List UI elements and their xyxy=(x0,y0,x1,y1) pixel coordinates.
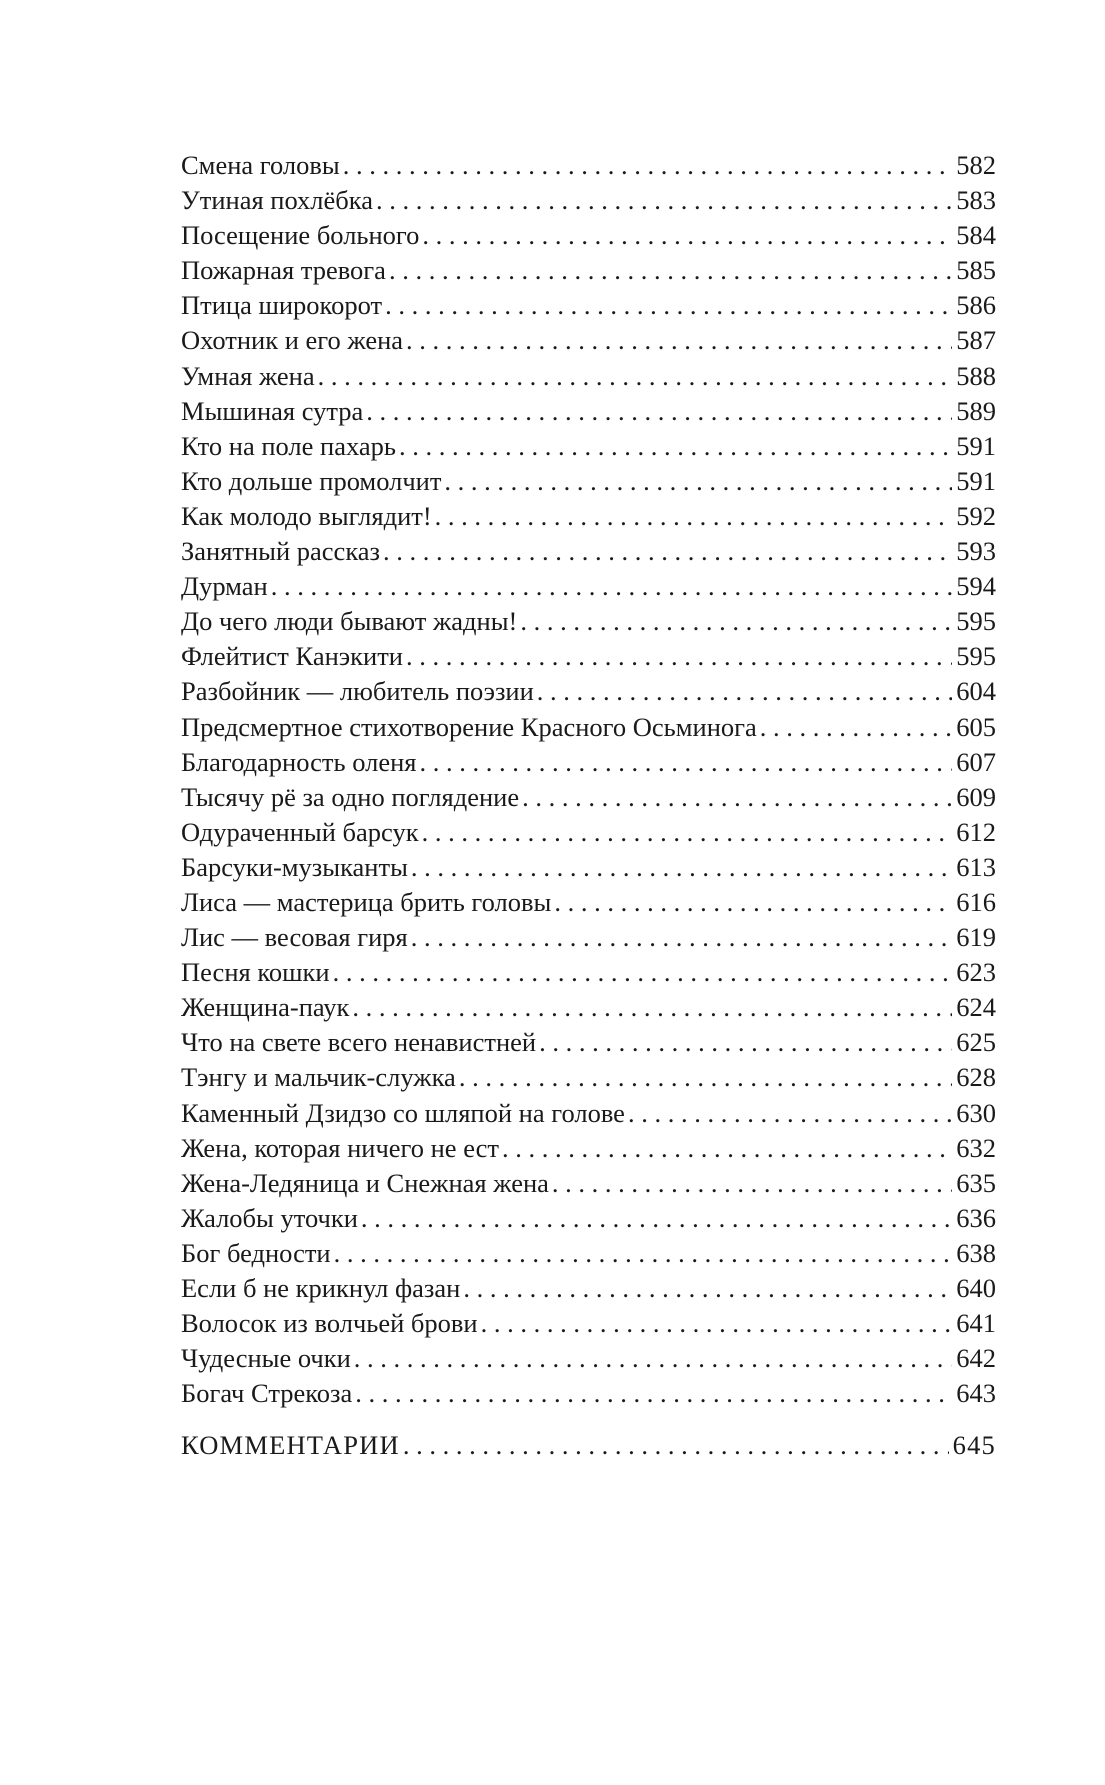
toc-entry[interactable] xyxy=(181,288,996,323)
toc-entry[interactable] xyxy=(181,1341,996,1376)
toc-entry-title: Кто дольше промолчит xyxy=(181,465,442,496)
toc-entry-title: Предсмертное стихотворение Красного Осьминога xyxy=(181,711,757,742)
toc-entry-page-number: 642 xyxy=(956,1343,996,1374)
dot-leader xyxy=(399,429,952,464)
toc-entry-title: Умная жена xyxy=(181,360,315,391)
toc-entry-title: Смена головы xyxy=(181,150,340,180)
toc-entry[interactable] xyxy=(181,499,996,534)
toc-entry[interactable] xyxy=(181,464,996,499)
toc-entry-title: Посещение больного xyxy=(181,220,420,251)
toc-entry-title: Жена-Ледяница и Снежная жена xyxy=(181,1167,549,1198)
toc-entry-title: Занятный рассказ xyxy=(181,536,381,567)
toc-entry-page-number: 591 xyxy=(956,430,996,461)
dot-leader xyxy=(406,639,952,674)
toc-entry-page-number: 616 xyxy=(956,886,996,917)
toc-entry[interactable] xyxy=(181,1096,996,1131)
toc-entry-title: Благодарность оленя xyxy=(181,746,417,777)
toc-entry-page-number: 593 xyxy=(956,536,996,567)
dot-leader xyxy=(422,218,952,253)
dot-leader xyxy=(333,955,953,990)
dot-leader xyxy=(459,1060,952,1095)
toc-entry-page-number: 584 xyxy=(956,220,996,251)
toc-entry[interactable] xyxy=(181,604,996,639)
toc-entry-page-number: 594 xyxy=(956,571,996,602)
toc-entry-title: Флейтист Канэкити xyxy=(181,641,403,672)
toc-entry-page-number: 628 xyxy=(956,1062,996,1093)
toc-section-page-number: 645 xyxy=(952,1430,996,1461)
toc-entry[interactable] xyxy=(181,253,996,288)
toc-entry-title: Тэнгу и мальчик-служка xyxy=(181,1062,456,1093)
dot-leader xyxy=(760,710,952,745)
toc-entry-page-number: 587 xyxy=(956,325,996,356)
toc-entry[interactable] xyxy=(181,1271,996,1306)
dot-leader xyxy=(334,1236,953,1271)
toc-entry[interactable] xyxy=(181,359,996,394)
toc-entry[interactable] xyxy=(181,815,996,850)
toc-entry[interactable] xyxy=(181,1201,996,1236)
dot-leader xyxy=(343,148,953,183)
toc-entry-page-number: 589 xyxy=(956,395,996,426)
toc-entry-title: Жалобы уточки xyxy=(181,1202,358,1233)
toc-entry-title: Песня кошки xyxy=(181,957,330,988)
toc-entry-page-number: 619 xyxy=(956,922,996,953)
toc-entry[interactable] xyxy=(181,534,996,569)
dot-leader xyxy=(463,1271,952,1306)
toc-entry-page-number: 612 xyxy=(956,816,996,847)
toc-entry[interactable] xyxy=(181,429,996,464)
toc-entry[interactable] xyxy=(181,218,996,253)
toc-entry-title: Каменный Дзидзо со шляпой на голове xyxy=(181,1097,625,1128)
toc-entry[interactable] xyxy=(181,780,996,815)
dot-leader xyxy=(522,780,952,815)
toc-entry-title: Барсуки-музыканты xyxy=(181,851,408,882)
toc-entry-page-number: 636 xyxy=(956,1202,996,1233)
toc-entry-title: Мышиная сутра xyxy=(181,395,364,426)
toc-entry[interactable] xyxy=(181,885,996,920)
toc-entry-page-number: 588 xyxy=(956,360,996,391)
toc-entry-page-number: 595 xyxy=(956,641,996,672)
toc-entry-page-number: 607 xyxy=(956,746,996,777)
toc-entry[interactable] xyxy=(181,1306,996,1341)
toc-entry[interactable] xyxy=(181,920,996,955)
toc-entry-page-number: 595 xyxy=(956,606,996,637)
toc-entry-title: Птица широкорот xyxy=(181,290,383,321)
dot-leader xyxy=(318,359,953,394)
toc-entry-page-number: 635 xyxy=(956,1167,996,1198)
toc-entry-title: Дурман xyxy=(181,571,268,602)
toc-entry[interactable] xyxy=(181,148,996,183)
toc-entry[interactable] xyxy=(181,990,996,1025)
toc-entry-page-number: 609 xyxy=(956,781,996,812)
dot-leader xyxy=(554,885,952,920)
toc-entry-title: Как молодо выглядит! xyxy=(181,500,432,531)
toc-entry[interactable] xyxy=(181,1166,996,1201)
toc-entry-page-number: 613 xyxy=(956,851,996,882)
dot-leader xyxy=(537,674,952,709)
toc-entry-title: Чудесные очки xyxy=(181,1343,351,1374)
toc-entry-page-number: 641 xyxy=(956,1308,996,1339)
dot-leader xyxy=(355,1376,952,1411)
dot-leader xyxy=(403,1428,949,1463)
toc-entry-title: Бог бедности xyxy=(181,1237,331,1268)
toc-entry-title: Лис — весовая гиря xyxy=(181,922,408,953)
toc-entry[interactable] xyxy=(181,955,996,990)
toc-entry-page-number: 583 xyxy=(956,185,996,216)
dot-leader xyxy=(422,815,953,850)
dot-leader xyxy=(376,183,952,218)
toc-entry-title: Тысячу рё за одно поглядение xyxy=(181,781,520,812)
toc-entry-page-number: 638 xyxy=(956,1237,996,1268)
toc-entry-page-number: 585 xyxy=(956,255,996,286)
toc-entry-title: Женщина-паук xyxy=(181,992,350,1023)
toc-entry-page-number: 591 xyxy=(956,465,996,496)
dot-leader xyxy=(383,534,952,569)
dot-leader xyxy=(361,1201,952,1236)
toc-entry-title: Лиса — мастерица брить головы xyxy=(181,886,552,917)
toc-section-title: КОММЕНТАРИИ xyxy=(181,1430,400,1461)
dot-leader xyxy=(481,1306,953,1341)
dot-leader xyxy=(628,1096,952,1131)
toc-entry-title: Если б не крикнул фазан xyxy=(181,1273,461,1303)
dot-leader xyxy=(352,990,952,1025)
toc-entry[interactable] xyxy=(181,1236,996,1271)
toc-entry[interactable] xyxy=(181,639,996,674)
toc-entry[interactable] xyxy=(181,569,996,604)
toc-entry-page-number: 604 xyxy=(956,676,996,707)
toc-entry-page-number: 582 xyxy=(956,150,996,180)
dot-leader xyxy=(444,464,952,499)
toc-entry-title: Охотник и его жена xyxy=(181,325,404,356)
dot-leader xyxy=(271,569,953,604)
toc-entry-page-number: 605 xyxy=(956,711,996,742)
table-of-contents xyxy=(181,148,996,1463)
toc-entry-page-number: 632 xyxy=(956,1132,996,1163)
toc-entry[interactable] xyxy=(181,1025,996,1060)
toc-entry-page-number: 623 xyxy=(956,957,996,988)
toc-entry-title: Что на свете всего ненавистней xyxy=(181,1027,537,1058)
toc-entry-title: Пожарная тревога xyxy=(181,255,386,286)
dot-leader xyxy=(419,745,952,780)
toc-entry-page-number: 630 xyxy=(956,1097,996,1128)
toc-entry-page-number: 643 xyxy=(956,1378,996,1409)
dot-leader xyxy=(502,1131,952,1166)
toc-section-commentary[interactable] xyxy=(181,1428,996,1463)
toc-entry-title: Кто на поле пахарь xyxy=(181,430,396,461)
toc-entry[interactable] xyxy=(181,745,996,780)
toc-entry-page-number: 624 xyxy=(956,992,996,1023)
toc-entry-title: Одураченный барсук xyxy=(181,816,419,847)
toc-entry[interactable] xyxy=(181,850,996,885)
dot-leader xyxy=(520,604,952,639)
dot-leader xyxy=(385,288,952,323)
toc-entry-page-number: 640 xyxy=(956,1273,996,1303)
toc-entry-title: Утиная похлёбка xyxy=(181,185,374,216)
dot-leader xyxy=(411,850,952,885)
dot-leader xyxy=(552,1166,952,1201)
toc-entry-title: Жена, которая ничего не ест xyxy=(181,1132,499,1163)
toc-entry[interactable] xyxy=(181,674,996,709)
toc-entry-title: Разбойник — любитель поэзии xyxy=(181,676,534,707)
toc-entry[interactable] xyxy=(181,183,996,218)
dot-leader xyxy=(389,253,952,288)
toc-entry-title: Волосок из волчьей брови xyxy=(181,1308,478,1339)
dot-leader xyxy=(435,499,953,534)
toc-entry-list xyxy=(181,148,996,1411)
toc-entry[interactable] xyxy=(181,1131,996,1166)
dot-leader xyxy=(411,920,953,955)
toc-entry[interactable] xyxy=(181,323,996,358)
toc-entry[interactable] xyxy=(181,394,996,429)
dot-leader xyxy=(366,394,952,429)
dot-leader xyxy=(406,323,952,358)
dot-leader xyxy=(354,1341,952,1376)
toc-entry-page-number: 592 xyxy=(956,500,996,531)
toc-entry-title: Богач Стрекоза xyxy=(181,1378,353,1409)
toc-entry[interactable] xyxy=(181,1376,996,1411)
dot-leader xyxy=(539,1025,952,1060)
toc-entry-page-number: 586 xyxy=(956,290,996,321)
toc-entry[interactable] xyxy=(181,1060,996,1095)
toc-entry-page-number: 625 xyxy=(956,1027,996,1058)
toc-entry[interactable] xyxy=(181,710,996,745)
toc-entry-title: До чего люди бывают жадны! xyxy=(181,606,518,637)
